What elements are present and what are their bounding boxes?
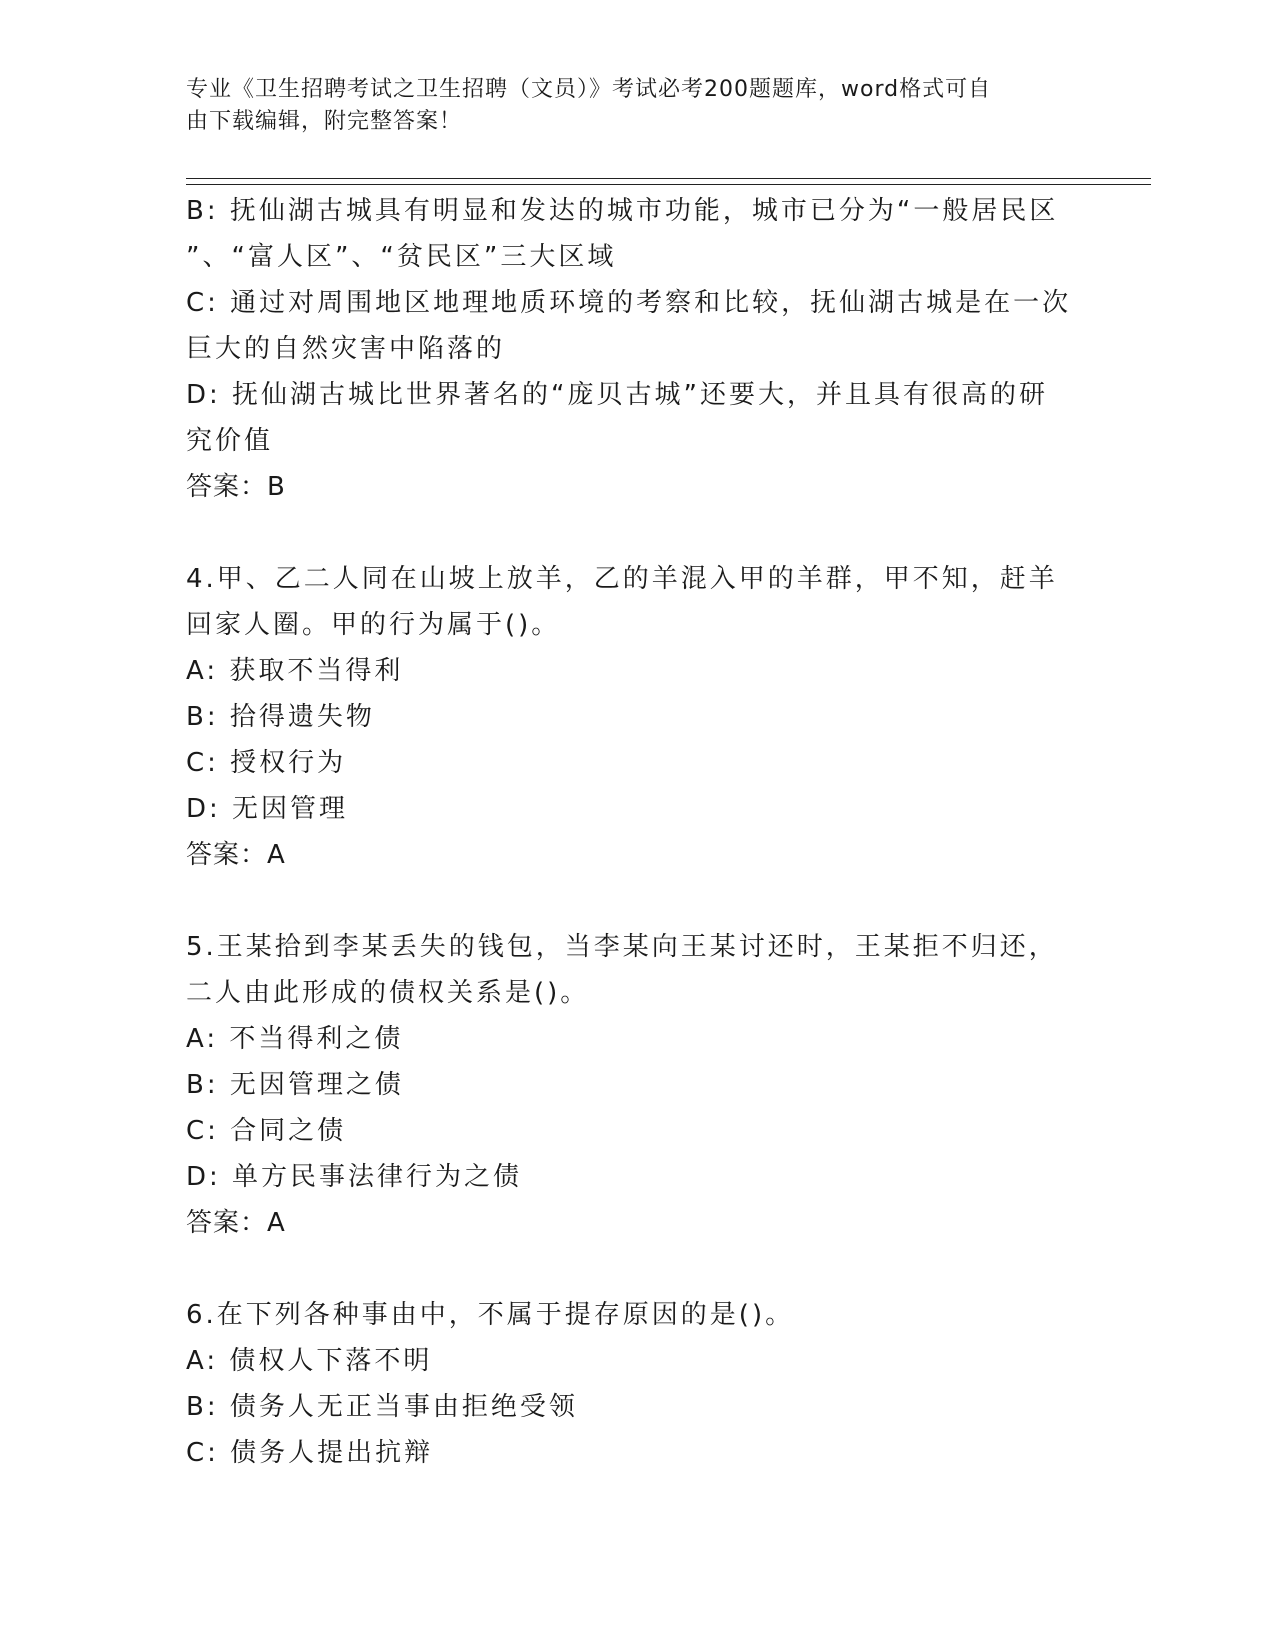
- q5-option-d: D: 单方民事法律行为之债: [186, 1162, 523, 1192]
- header-divider-top: [186, 178, 1151, 179]
- header-divider-bottom: [186, 184, 1151, 185]
- q6-stem-line-1: 6.在下列各种事由中，不属于提存原因的是()。: [186, 1300, 795, 1330]
- header-line-2: 由下载编辑，附完整答案！: [186, 109, 463, 134]
- question-4-block: [186, 556, 1086, 878]
- document-header: [186, 74, 1066, 138]
- spacer: [186, 878, 1086, 924]
- spacer: [186, 1246, 1086, 1292]
- q5-stem-line-2: 二人由此形成的债权关系是()。: [186, 978, 590, 1008]
- q4-answer: 答案：A: [186, 840, 286, 870]
- q4-option-a: A: 获取不当得利: [186, 656, 404, 686]
- question-5-block: [186, 924, 1086, 1246]
- q3-option-d-line-1: D: 抚仙湖古城比世界著名的“庞贝古城”还要大，并且具有很高的研: [186, 380, 1048, 410]
- q3-option-c-line-1: C: 通过对周围地区地理地质环境的考察和比较，抚仙湖古城是在一次: [186, 288, 1072, 318]
- question-content: [186, 188, 1086, 1476]
- q3-option-c-line-2: 巨大的自然灾害中陷落的: [186, 334, 506, 364]
- header-line-1: 专业《卫生招聘考试之卫生招聘（文员）》考试必考200题题库，word格式可自: [186, 77, 992, 102]
- spacer: [186, 510, 1086, 556]
- q4-stem-line-1: 4.甲、乙二人同在山坡上放羊，乙的羊混入甲的羊群，甲不知，赶羊: [186, 564, 1058, 594]
- q5-option-c: C: 合同之债: [186, 1116, 347, 1146]
- q3-option-d-line-2: 究价值: [186, 426, 274, 456]
- q6-option-b: B: 债务人无正当事由拒绝受领: [186, 1392, 578, 1422]
- q6-option-c: C: 债务人提出抗辩: [186, 1438, 434, 1468]
- q5-answer: 答案：A: [186, 1208, 286, 1238]
- q5-stem-line-1: 5.王某拾到李某丢失的钱包，当李某向王某讨还时，王某拒不归还，: [186, 932, 1058, 962]
- q4-option-b: B: 拾得遗失物: [186, 702, 375, 732]
- q5-option-b: B: 无因管理之债: [186, 1070, 404, 1100]
- q4-option-d: D: 无因管理: [186, 794, 349, 824]
- q3-option-b-line-2: ”、“富人区”、“贫民区”三大区域: [186, 242, 617, 272]
- q4-option-c: C: 授权行为: [186, 748, 347, 778]
- q6-option-a: A: 债权人下落不明: [186, 1346, 433, 1376]
- question-3-block: [186, 188, 1086, 510]
- q3-option-b-line-1: B: 抚仙湖古城具有明显和发达的城市功能，城市已分为“一般居民区: [186, 196, 1059, 226]
- q4-stem-line-2: 回家人圈。甲的行为属于()。: [186, 610, 561, 640]
- q3-answer: 答案：B: [186, 472, 286, 502]
- q5-option-a: A: 不当得利之债: [186, 1024, 404, 1054]
- question-6-block: [186, 1292, 1086, 1476]
